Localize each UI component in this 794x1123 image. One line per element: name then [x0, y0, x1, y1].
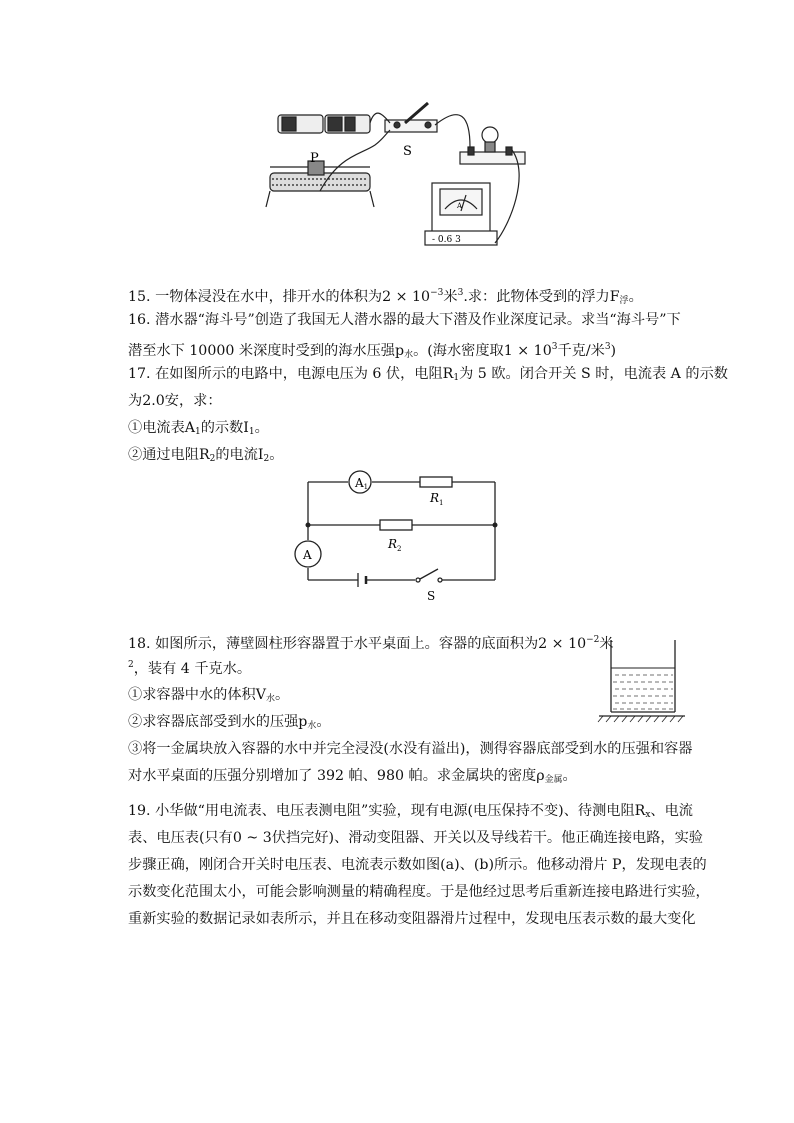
q18-item1-a: ①求容器中水的体积V [128, 687, 266, 703]
battery-pack [278, 115, 370, 133]
q16-line2 [128, 337, 616, 365]
q18-line2 [128, 655, 251, 679]
q17-item2-sub2: 2 [263, 454, 270, 464]
q19-line1-sub: x [645, 810, 651, 820]
q18-item3-sub: 金属 [544, 775, 563, 785]
a-label: A [303, 548, 312, 562]
q17-sub1: 1 [453, 373, 460, 383]
r2-label: R [388, 537, 398, 551]
resistor-r1 [420, 477, 452, 487]
switch-knife [385, 103, 437, 132]
q17-item1-sub: 1 [195, 427, 201, 437]
q17-item2-sub: 2 [209, 454, 216, 464]
svg-text:R2 [387, 537, 402, 553]
q15-text-b: 米 [443, 289, 458, 305]
q17-item1-sub2: 1 [248, 427, 255, 437]
q17-line1-a: 17. 在如图所示的电路中，电源电压为 6 伏，电阻R [128, 366, 454, 382]
q17-item1-c: 。 [254, 420, 269, 436]
q17-item2-a: ②通过电阻R [128, 447, 210, 463]
q17-line1-b: 为 5 欧。闭合开关 S 时，电流表 A 的示数 [459, 366, 728, 382]
meter-scale: - 0.6 3 [432, 235, 461, 245]
q18-line2-exp: 2 [128, 660, 134, 670]
resistor-r2 [380, 520, 412, 530]
q19-line4: 示数变化范围太小，可能会影响测量的精确程度。于是他经过思考后重新连接电路进行实验， [128, 884, 710, 900]
q18-item2 [128, 712, 331, 736]
circuit-diagram [290, 465, 510, 605]
q17-item1 [128, 418, 269, 442]
q16-line2-a: 潜至水下 10000 米深度时受到的海水压强p [128, 343, 405, 359]
q16-sub1: 水 [404, 350, 414, 360]
q17-item2-b: 的电流I [215, 447, 264, 463]
q19-line1-a: 19. 小华做“用电流表、电压表测电阻”实验，现有电源(电压保持不变)、待测电阻R [128, 803, 646, 819]
label-s: S [403, 144, 412, 159]
q15-text-c: .求：此物体受到的浮力F [463, 289, 620, 305]
q17-item2 [128, 445, 283, 469]
q18-item1-b: 。 [274, 687, 290, 703]
q18-item1 [128, 685, 289, 709]
q15-line [128, 283, 643, 311]
q18-item3: ③将一金属块放入容器的水中并完全浸没(水没有溢出)，测得容器底部受到水的压强和容器 [128, 741, 693, 757]
q17-item1-a: ①电流表A [128, 420, 195, 436]
r1-sub: 1 [439, 499, 444, 507]
q19-line2: 表、电压表(只有0 ~ 3伏挡完好)、滑动变阻器、开关以及导线若干。他正确连接电路，实验 [128, 830, 703, 846]
q16-line2-b: 。(海水密度取1 × 10 [413, 343, 552, 359]
circuit-switch [416, 569, 442, 582]
q15-text-a: 一物体浸没在水中，排开水的体积为2 × 10 [155, 289, 431, 305]
r2-sub: 2 [397, 545, 402, 553]
q19-line3: 步骤正确，刚闭合开关时电压表、电流表示数如图(a)、(b)所示。他移动滑片 P，发现电表的 [128, 857, 707, 873]
container-figure [595, 640, 690, 725]
q17-line1 [128, 364, 728, 388]
r1-label: R [430, 491, 440, 505]
a1-sub: 1 [363, 483, 369, 491]
q17-item2-c: 。 [269, 447, 284, 463]
label-p: P [310, 151, 319, 166]
q18-item1-sub: 水 [265, 694, 275, 704]
water-fill [611, 668, 675, 709]
q18-line1-a: 18. 如图所示，薄壁圆柱形容器置于水平桌面上。容器的底面积为2 × 10 [128, 636, 587, 652]
q16-exp2: 3 [604, 342, 611, 352]
table-hatch [598, 716, 683, 722]
q18-item2-a: ②求容器底部受到水的压强p [128, 714, 308, 730]
q15-exp2: 3 [457, 288, 464, 298]
q18-item2-sub: 水 [307, 721, 317, 731]
switch-label: S [427, 589, 436, 603]
q18-exp1: −2 [586, 635, 600, 645]
svg-text:R1 [429, 491, 444, 507]
q19-line1-b: 、电流 [650, 803, 693, 819]
q18-line2-b: ，装有 4 千克水。 [133, 661, 252, 677]
q16-line1: 16. 潜水器“海斗号”创造了我国无人潜水器的最大下潜及作业深度记录。求当“海斗号”下 [128, 312, 681, 328]
rheostat [266, 161, 374, 207]
q19-line5: 重新实验的数据记录如表所示，并且在移动变阻器滑片过程中，发现电压表示数的最大变化 [128, 911, 696, 927]
q19-line1 [128, 801, 693, 825]
q15-number: 15. [128, 289, 151, 305]
q16-line2-c: 千克/米 [557, 343, 605, 359]
q18-line1 [128, 630, 614, 654]
meter-unit: A [457, 202, 463, 210]
q17-item1-b: 的示数I [200, 420, 249, 436]
q15-sub1: 浮 [619, 296, 629, 306]
q17-line2: 为2.0安，求： [128, 393, 222, 409]
q18-line1-b: 米 [599, 636, 614, 652]
apparatus-figure [260, 95, 550, 255]
q16-line2-d: ) [610, 343, 617, 359]
q15-text-d: 。 [628, 289, 643, 305]
q18-item2-b: 。 [316, 714, 331, 730]
q15-exp1: −3 [430, 288, 444, 298]
q18-item3-line2-a: 对水平桌面的压强分别增加了 392 帕、980 帕。求金属块的密度ρ [128, 768, 545, 784]
a1-label: A [355, 476, 364, 490]
q18-item3-line2-b: 。 [562, 768, 577, 784]
q18-item3-line2 [128, 766, 577, 790]
q16-exp1: 3 [551, 342, 558, 352]
